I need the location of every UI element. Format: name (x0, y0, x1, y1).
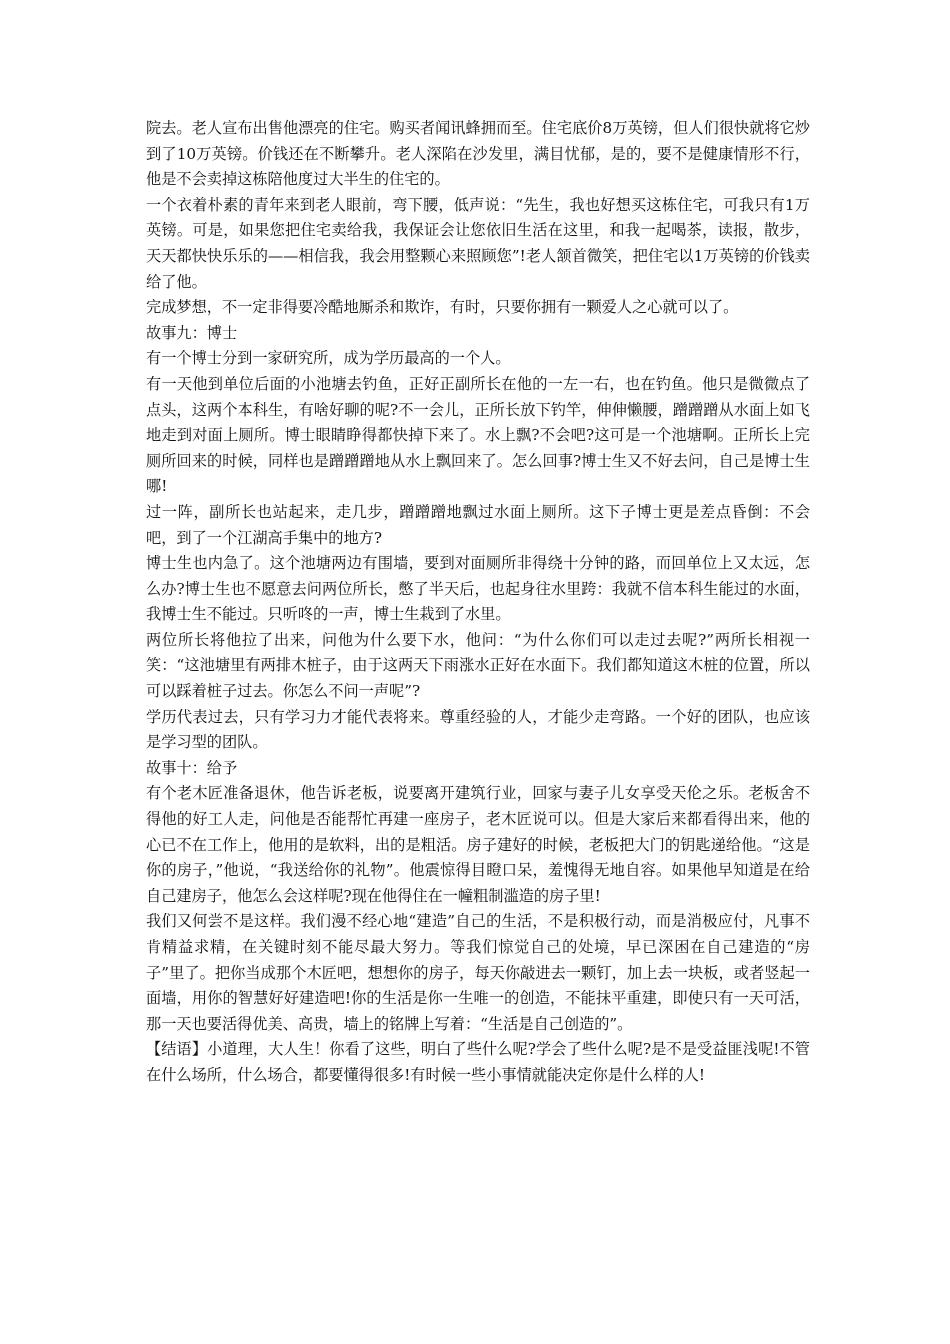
paragraph-deputy-director: 过一阵，副所长也站起来，走几步，蹭蹭蹭地飘过水面上厕所。这下子博士更是差点昏倒：不会吧，到了一个江湖高手集中的地方? (146, 502, 810, 547)
paragraph-carpenter: 有个老木匠准备退休，他告诉老板，说要离开建筑行业，回家与妻子儿女享受天伦之乐。老板舍不得他的好工人走，问他是否能帮忙再建一座房子，老木匠说可以。但是大家后来都看得出来，他的心已不在工作上，他用的是软料，出的是粗活。房子建好的时候，老板把大门的钥匙递给他。“这是你的房子，”他说，“我送给你的礼物”。他震惊得目瞪口呆，羞愧得无地自容。如果他早知道是在给自己建房子，他怎么会这样呢?现在他得住在一幢粗制滥造的房子里! (146, 784, 810, 905)
paragraph-doctor-moral: 学历代表过去，只有学习力才能代表将来。尊重经验的人，才能少走弯路。一个好的团队，也应该是学习型的团队。 (146, 707, 810, 752)
document-body (146, 116, 810, 1089)
paragraph-doctor-intro: 有一个博士分到一家研究所，成为学历最高的一个人。 (146, 349, 511, 368)
heading-story-ten: 故事十：给予 (146, 758, 238, 777)
paragraph-carpenter-moral: 我们又何尝不是这样。我们漫不经心地“建造”自己的生活，不是积极行动，而是消极应付，凡事不肯精益求精，在关键时刻不能尽最大努力。等我们惊觉自己的处境，早已深困在自己建造的“房子”里了。把你当成那个木匠吧，想想你的房子，每天你敲进去一颗钉，加上去一块板，或者竖起一面墙，用你的智慧好好建造吧!你的生活是你一生唯一的创造，不能抹平重建，即使只有一天可活，那一天也要活得优美、高贵，墙上的铭牌上写着：“生活是自己创造的”。 (146, 912, 810, 1033)
paragraph-directors-explain: 两位所长将他拉了出来，问他为什么要下水，他问：“为什么你们可以走过去呢?”两所长相视一笑：“这池塘里有两排木桩子，由于这两天下雨涨水正好在水面下。我们都知道这木桩的位置，所以可以踩着桩子过去。你怎么不问一声呢”? (146, 630, 810, 701)
paragraph-doctor-falls: 博士生也内急了。这个池塘两边有围墙，要到对面厕所非得绕十分钟的路，而回单位上又太远，怎么办?博士生也不愿意去问两位所长，憋了半天后，也起身往水里跨：我就不信本科生能过的水面，我博士生不能过。只听咚的一声，博士生栽到了水里。 (146, 554, 810, 624)
paragraph-house-sale: 院去。老人宣布出售他漂亮的住宅。购买者闻讯蜂拥而至。住宅底价8万英镑，但人们很快就将它炒到了10万英镑。价钱还在不断攀升。老人深陷在沙发里，满目忧郁，是的，要不是健康情形不行，他是不会卖掉这栋陪他度过大半生的住宅的。 (146, 119, 810, 189)
paragraph-young-man: 一个衣着朴素的青年来到老人眼前，弯下腰，低声说：“先生，我也好想买这栋住宅，可我只有1万英镑。可是，如果您把住宅卖给我，我保证会让您依旧生活在这里，和我一起喝茶，读报，散步，天天都快快乐乐的——相信我，我会用整颗心来照顾您”!老人颔首微笑，把住宅以1万英镑的价钱卖给了他。 (146, 195, 810, 291)
paragraph-house-moral: 完成梦想，不一定非得要冷酷地厮杀和欺诈，有时，只要你拥有一颗爱人之心就可以了。 (146, 298, 739, 317)
heading-story-nine: 故事九：博士 (146, 323, 238, 342)
paragraph-doctor-fishing: 有一天他到单位后面的小池塘去钓鱼，正好正副所长在他的一左一右，也在钓鱼。他只是微微点了点头，这两个本科生，有啥好聊的呢?不一会儿，正所长放下钓竿，伸伸懒腰，蹭蹭蹭从水面上如飞地走到对面上厕所。博士眼睛睁得都快掉下来了。水上飘?不会吧?这可是一个池塘啊。正所长上完厕所回来的时候，同样也是蹭蹭蹭地从水上飘回来了。怎么回事?博士生又不好去问，自己是博士生哪! (146, 374, 810, 496)
paragraph-conclusion: 【结语】小道理，大人生！你看了这些，明白了些什么呢?学会了些什么呢?是不是受益匪浅呢!不管在什么场所，什么场合，都要懂得很多!有时候一些小事情就能决定你是什么样的人! (146, 1040, 810, 1084)
